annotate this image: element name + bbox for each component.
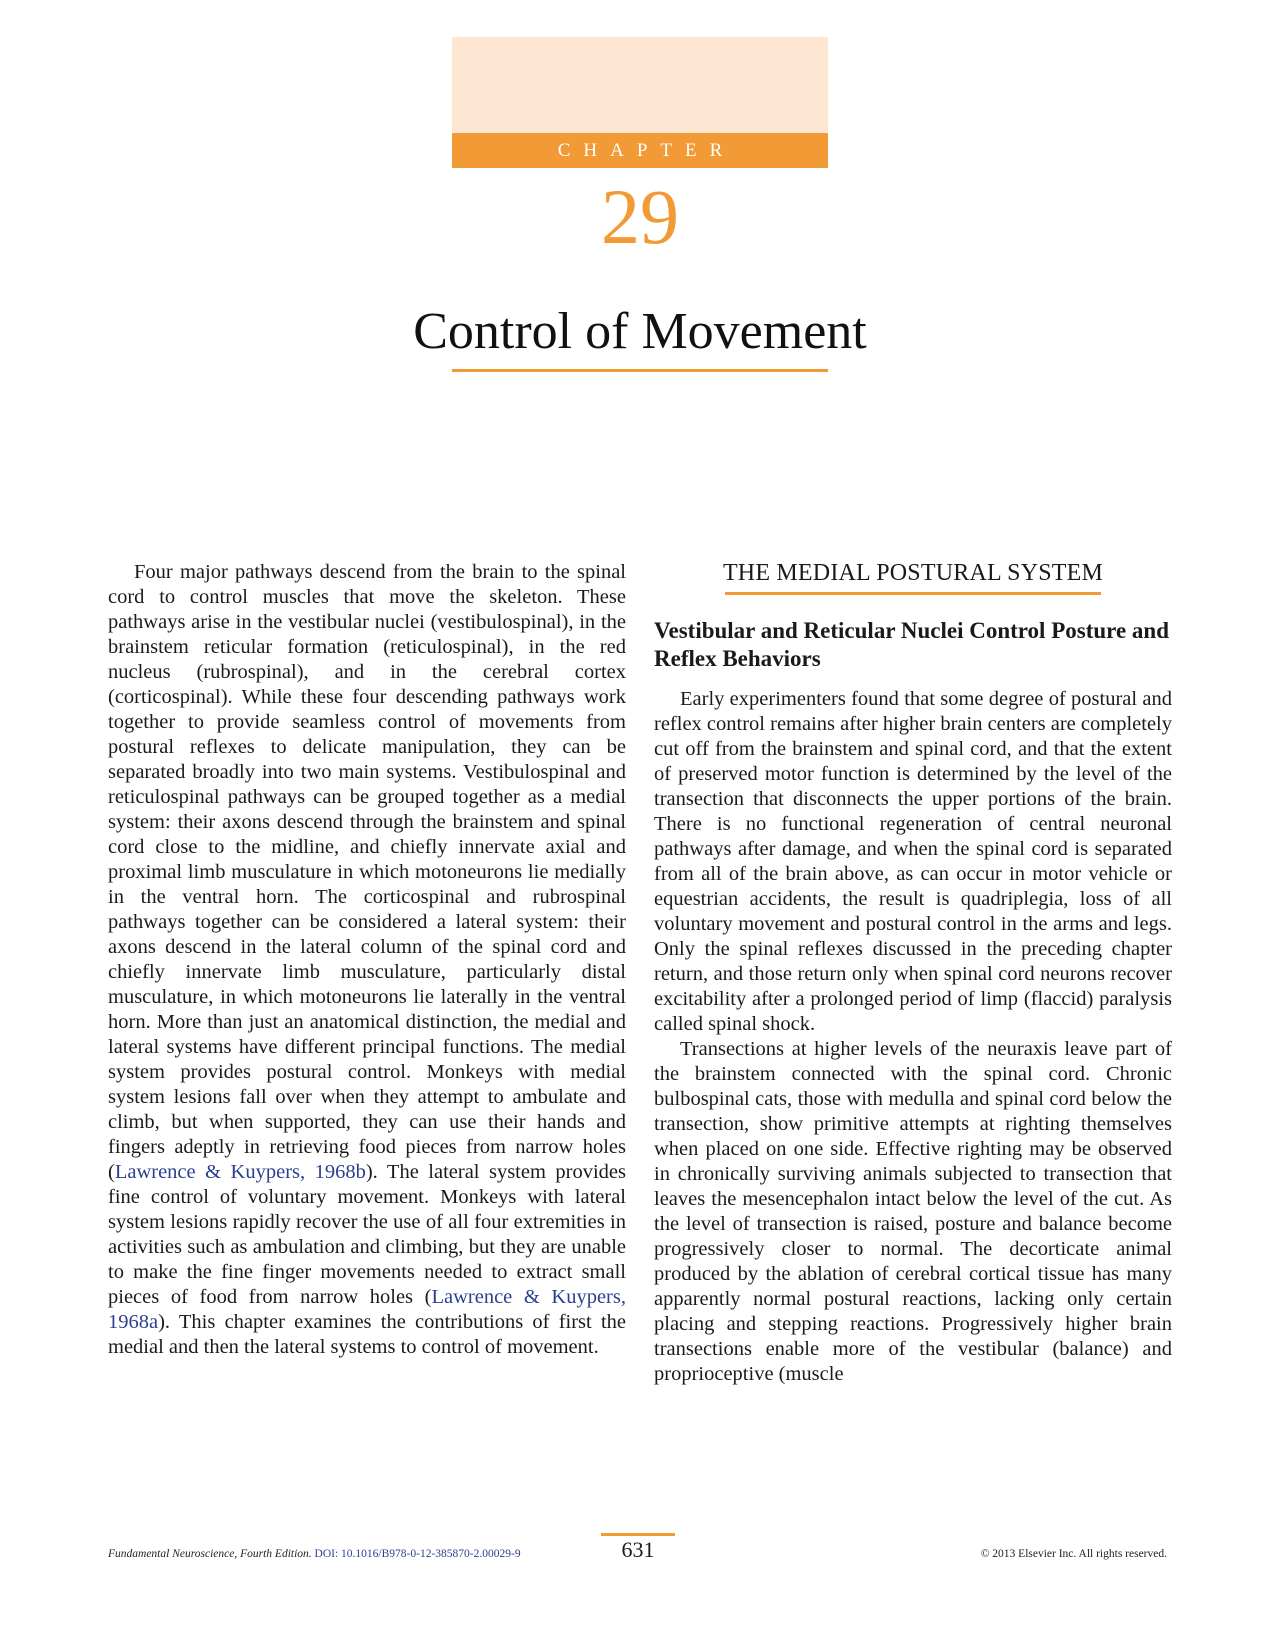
title-divider: [452, 369, 828, 372]
intro-text-part-2: ). The lateral system provides fine control of voluntary movement. Monkeys with lateral system lesions rapidly recover the use of all four extremities in activities such as ambulation and climbing, but they are unable to make the fine finger movements needed to extract small pieces of food from narrow holes (: [108, 1161, 626, 1308]
chapter-header-background: [452, 37, 828, 133]
footer-doi-link[interactable]: DOI: 10.1016/B978-0-12-385870-2.00029-9: [314, 1548, 521, 1560]
chapter-label: CHAPTER: [557, 139, 736, 161]
citation-link-1968b[interactable]: Lawrence & Kuypers, 1968b: [114, 1161, 366, 1183]
intro-paragraph: [108, 560, 626, 1360]
body-paragraph-2: Transections at higher levels of the neuraxis leave part of the brainstem connected with the spinal cord. Chronic bulbospinal cats, those with medulla and spinal cord below the transection, show primitive attempts at righting themselves when placed on one side. Effective righting may be observed in chronically surviving animals subjected to transection that leaves the mesencephalon intact below the level of the cut. As the level of transection is raised, posture and balance become progressively closer to normal. The decorticate animal produced by the ablation of cerebral cortical tissue has many apparently normal postural reactions, lacking only certain placing and stepping reactions. Progressively higher brain transections enable more of the vestibular (balance) and proprioceptive (muscle: [654, 1038, 1172, 1385]
chapter-label-bar: [452, 133, 828, 168]
body-paragraph-1: Early experimenters found that some degree of postural and reflex control remains after higher brain centers are completely cut off from the brainstem and spinal cord, and that the extent of preserved motor function is determined by the level of the transection that disconnects the upper portions of the brain. There is no functional regeneration of central neuronal pathways after damage, and when the spinal cord is separated from all of the brain above, as can occur in motor vehicle or equestrian accidents, the result is quadriplegia, loss of all voluntary movement and postural control in the arms and legs. Only the spinal reflexes discussed in the preceding chapter return, and those return only when spinal cord neurons recover excitability after a prolonged period of limp (flaccid) paralysis called spinal shock.: [654, 688, 1172, 1035]
intro-text-part-3: ). This chapter examines the contributions of first the medial and then the lateral systems to control of movement.: [108, 1311, 626, 1358]
footer-book-title: Fundamental Neuroscience, Fourth Edition.: [108, 1548, 312, 1560]
chapter-title: Control of Movement: [413, 303, 867, 360]
footer-copyright: © 2013 Elsevier Inc. All rights reserved.: [980, 1548, 1167, 1560]
left-column: [108, 560, 626, 1360]
page-number: 631: [621, 1537, 655, 1562]
citation-link-1968a[interactable]: Lawrence & Kuypers, 1968a: [108, 1286, 626, 1333]
right-column: [654, 560, 1172, 1387]
section-heading: THE MEDIAL POSTURAL SYSTEM: [722, 560, 1104, 586]
subsection-heading: Vestibular and Reticular Nuclei Control Posture and Reflex Behaviors: [654, 618, 1169, 671]
section-heading-divider: [725, 592, 1101, 595]
footer-citation: [108, 1548, 521, 1560]
chapter-number: 29: [601, 173, 679, 260]
intro-text-part-1: Four major pathways descend from the brain to the spinal cord to control muscles that move the skeleton. These pathways arise in the vestibular nuclei (vestibulospinal), in the brainstem reticular formation (reticulospinal), in the red nucleus (rubrospinal), and in the cerebral cortex (corticospinal). While these four descending pathways work together to provide seamless control of movements from postural reflexes to delicate manipulation, they can be separated broadly into two main systems. Vestibulospinal and reticulospinal pathways can be grouped together as a medial system: their axons descend through the brainstem and spinal cord close to the midline, and chiefly innervate axial and proximal limb musculature in which motoneurons lie medially in the ventral horn. The corticospinal and rubrospinal pathways together can be considered a lateral system: their axons descend in the lateral column of the spinal cord and chiefly innervate limb musculature, particularly distal musculature, in which motoneurons lie laterally in the ventral horn. More than just an anatomical distinction, the medial and lateral systems have different principal functions. The medial system provides postural control. Monkeys with medial system lesions fall over when they attempt to ambulate and climb, but when supported, they can use their hands and fingers adeptly in retrieving food pieces from narrow holes (: [108, 561, 626, 1183]
